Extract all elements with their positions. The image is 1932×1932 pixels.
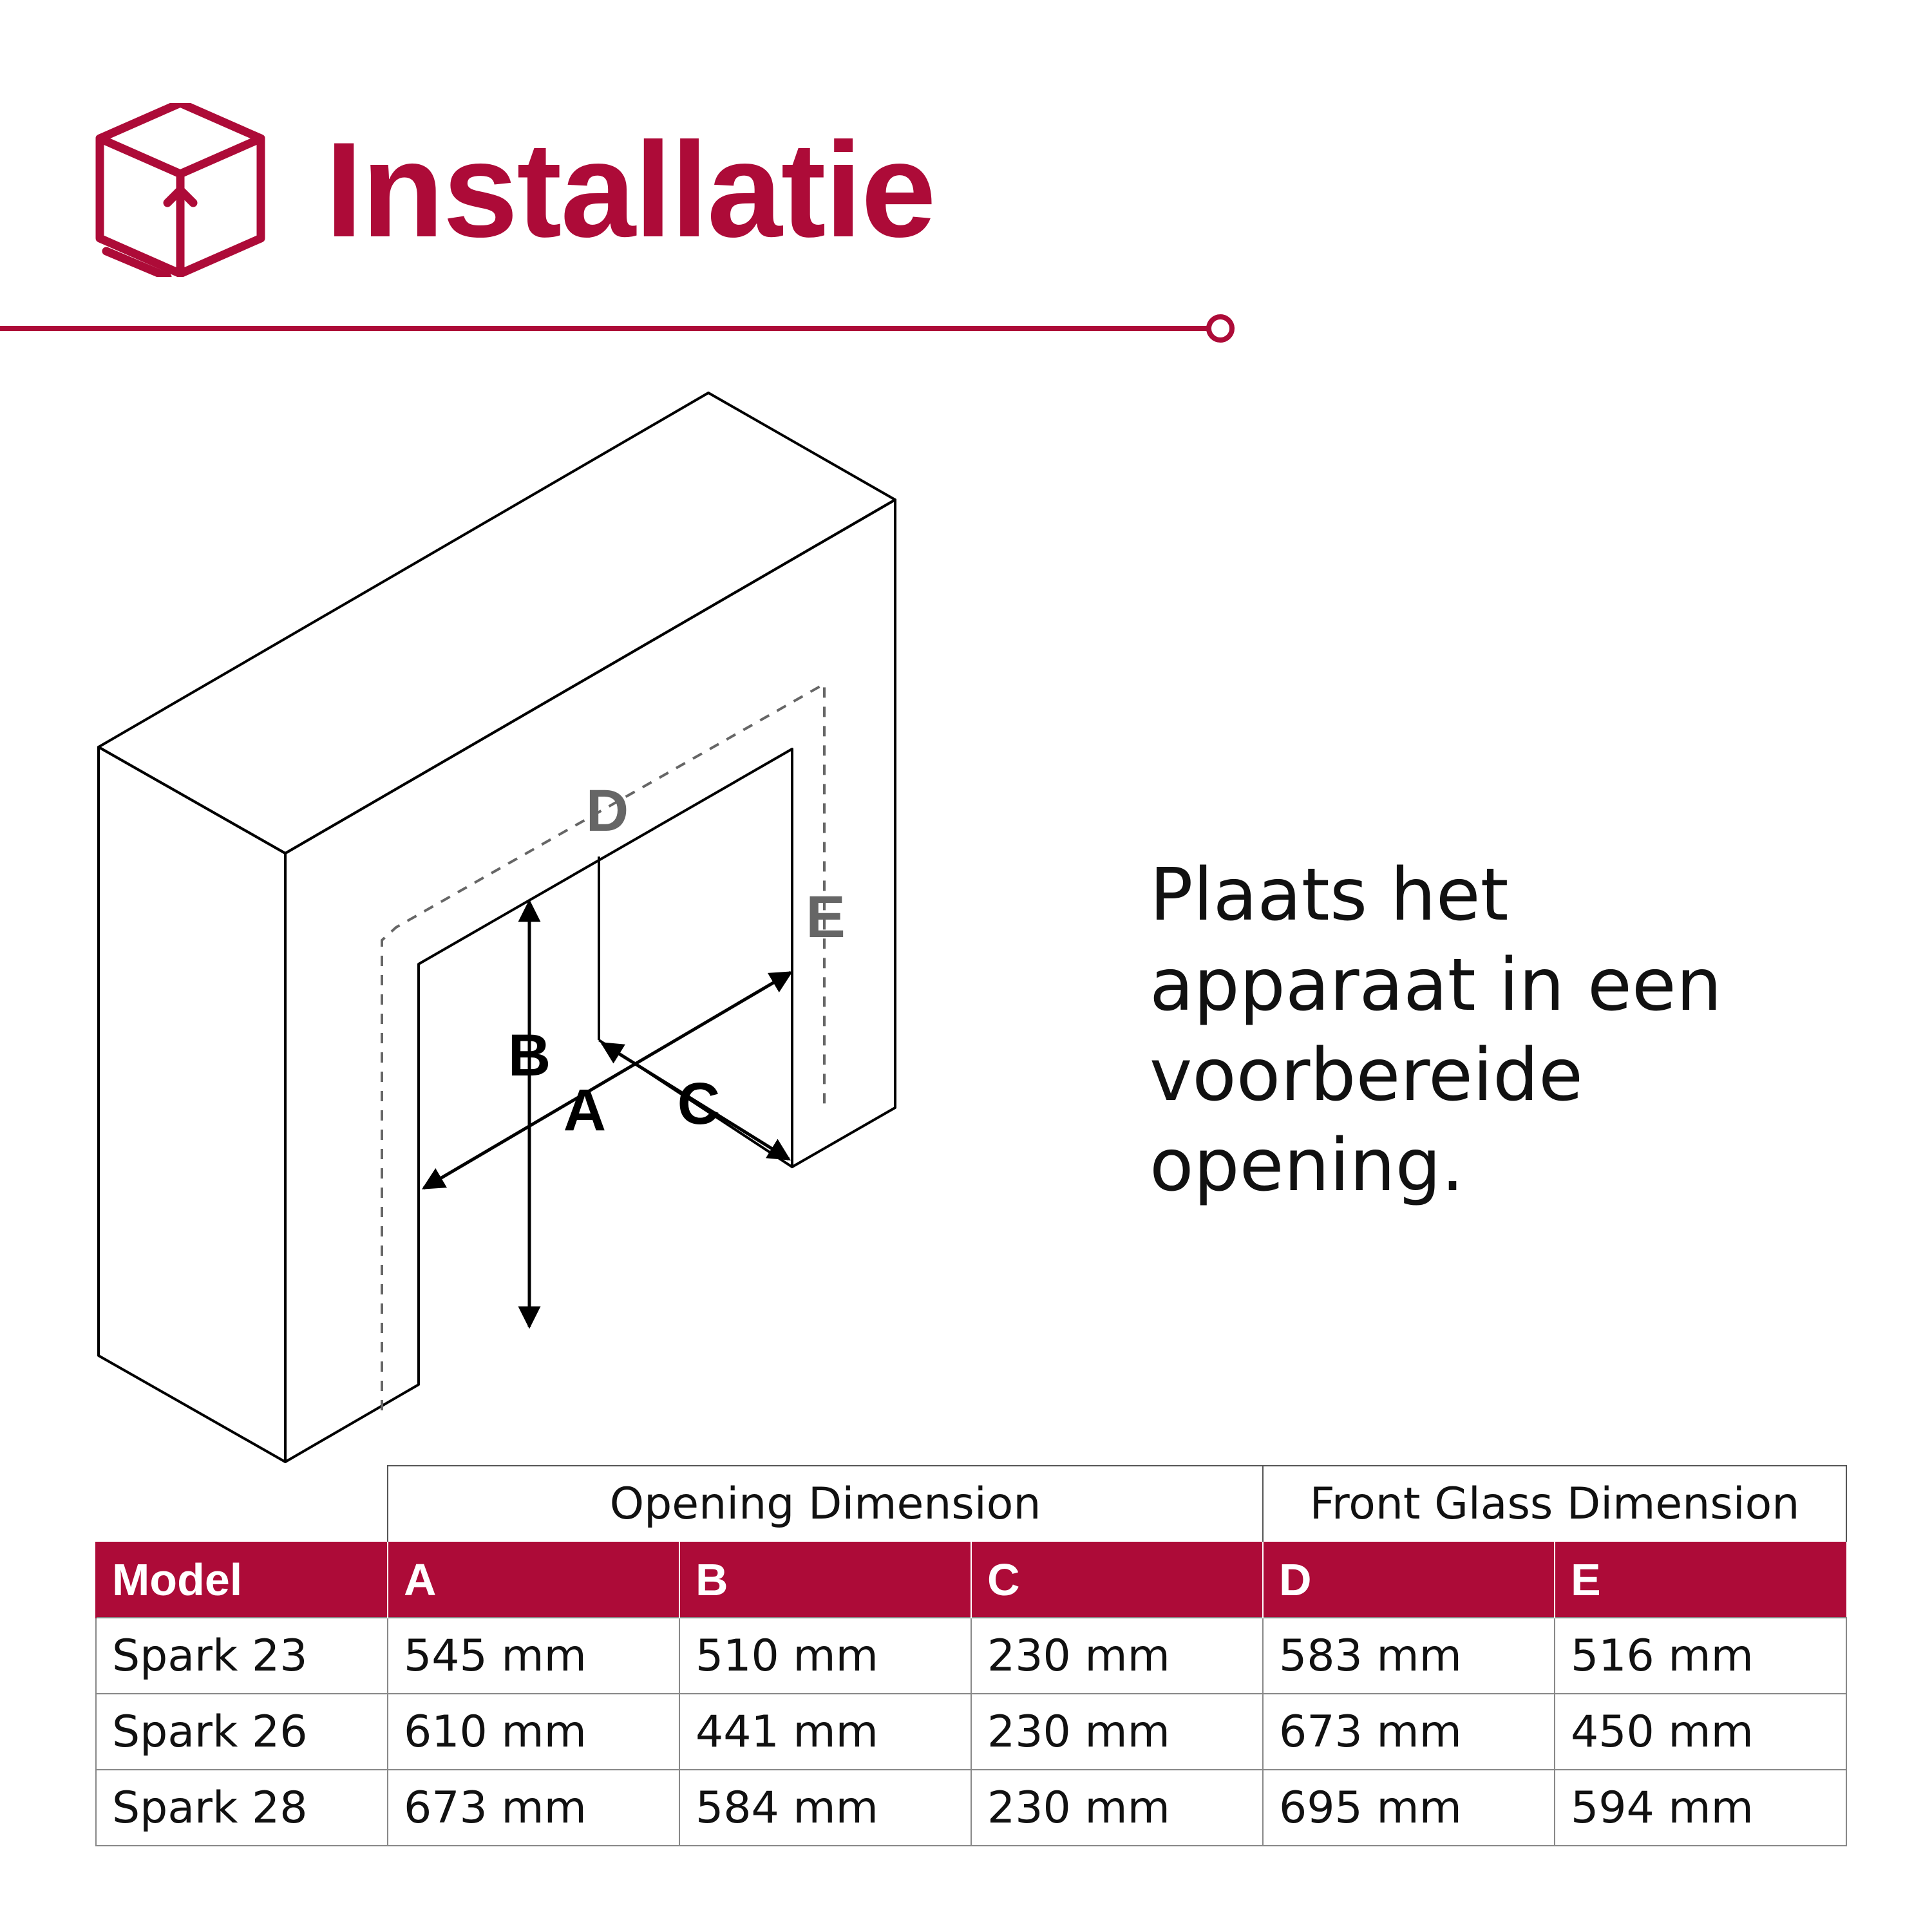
table-row bbox=[96, 1694, 1846, 1770]
cell-a: 673 mm bbox=[388, 1770, 679, 1846]
table-group-header-row bbox=[96, 1466, 1846, 1542]
table-header-row bbox=[96, 1542, 1846, 1618]
col-header-d: D bbox=[1263, 1542, 1555, 1618]
cell-model: Spark 26 bbox=[96, 1694, 388, 1770]
instruction-line: Plaats het bbox=[1150, 853, 1509, 937]
cell-a: 610 mm bbox=[388, 1694, 679, 1770]
cell-b: 510 mm bbox=[679, 1618, 971, 1694]
group-opening-dimension: Opening Dimension bbox=[388, 1466, 1263, 1542]
col-header-c: C bbox=[971, 1542, 1263, 1618]
instruction-line: opening. bbox=[1150, 1124, 1464, 1208]
cell-b: 441 mm bbox=[679, 1694, 971, 1770]
cell-d: 583 mm bbox=[1263, 1618, 1555, 1694]
cell-a: 545 mm bbox=[388, 1618, 679, 1694]
label-e: E bbox=[806, 884, 846, 950]
label-a: A bbox=[563, 1077, 607, 1143]
cell-b: 584 mm bbox=[679, 1770, 971, 1846]
col-header-b: B bbox=[679, 1542, 971, 1618]
header-divider bbox=[0, 309, 1236, 348]
cell-c: 230 mm bbox=[971, 1694, 1263, 1770]
col-header-model: Model bbox=[96, 1542, 388, 1618]
instruction-text bbox=[1150, 850, 1858, 1211]
group-front-glass-dimension: Front Glass Dimension bbox=[1263, 1466, 1846, 1542]
mantel-left-side bbox=[99, 747, 285, 1462]
label-b: B bbox=[507, 1023, 551, 1088]
cell-c: 230 mm bbox=[971, 1618, 1263, 1694]
table-row bbox=[96, 1770, 1846, 1846]
instruction-line: voorbereide bbox=[1150, 1034, 1583, 1117]
cell-c: 230 mm bbox=[971, 1770, 1263, 1846]
col-header-a: A bbox=[388, 1542, 679, 1618]
fireplace-opening-diagram bbox=[0, 361, 1159, 1494]
dimension-a-arrow bbox=[424, 972, 791, 1188]
page-title: Installatie bbox=[325, 114, 935, 265]
cell-d: 673 mm bbox=[1263, 1694, 1555, 1770]
label-d: D bbox=[585, 778, 629, 844]
cell-d: 695 mm bbox=[1263, 1770, 1555, 1846]
cell-model: Spark 28 bbox=[96, 1770, 388, 1846]
instruction-line: apparaat in een bbox=[1150, 943, 1722, 1027]
col-header-e: E bbox=[1555, 1542, 1846, 1618]
cell-e: 594 mm bbox=[1555, 1770, 1846, 1846]
table-row bbox=[96, 1618, 1846, 1694]
dimensions-table bbox=[95, 1465, 1847, 1846]
label-c: C bbox=[677, 1071, 721, 1137]
mantel-top-face bbox=[99, 393, 895, 853]
cell-e: 516 mm bbox=[1555, 1618, 1846, 1694]
mantel-front-face bbox=[285, 500, 895, 1462]
box-install-icon bbox=[93, 103, 267, 277]
cell-model: Spark 23 bbox=[96, 1618, 388, 1694]
cell-e: 450 mm bbox=[1555, 1694, 1846, 1770]
